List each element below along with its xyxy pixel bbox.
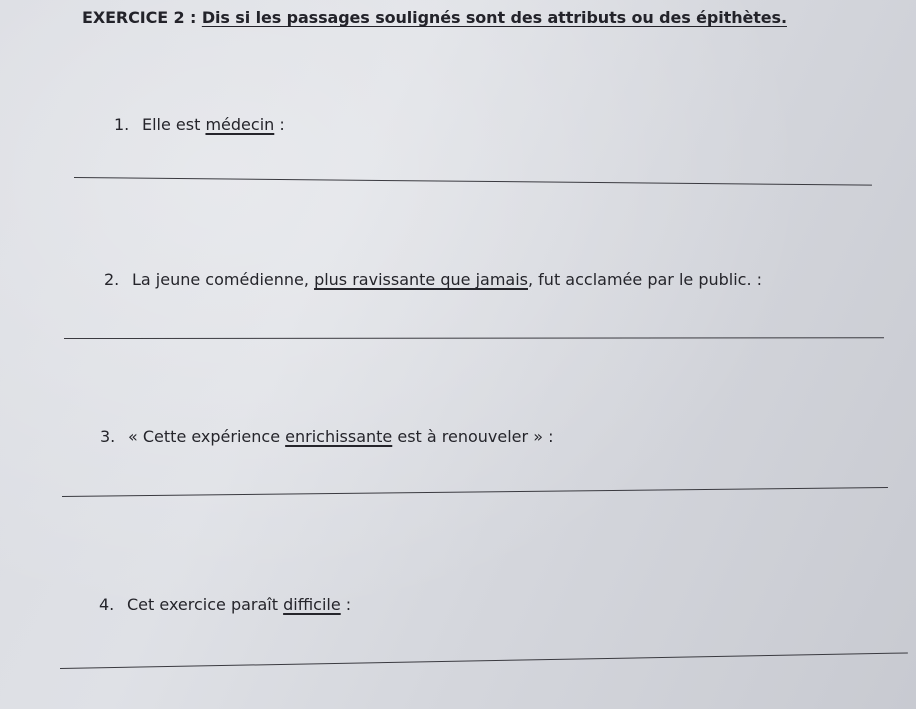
question-4 — [99, 595, 351, 614]
question-text: Cet exercice paraît — [127, 595, 284, 614]
question-text: , fut acclamée par le public. : — [528, 270, 763, 289]
question-3 — [100, 427, 553, 446]
underlined-passage: plus ravissante que jamais — [314, 270, 528, 289]
exercise-title — [82, 8, 787, 27]
answer-line-4[interactable] — [60, 652, 908, 669]
underlined-passage: enrichissante — [285, 427, 393, 446]
question-text: La jeune comédienne, — [132, 270, 315, 289]
question-text: : — [340, 595, 352, 614]
answer-line-2[interactable] — [64, 337, 884, 339]
question-text: Elle est — [142, 115, 206, 134]
exercise-number: EXERCICE 2 : — [82, 8, 202, 27]
question-2 — [104, 270, 762, 289]
question-number: 4. — [99, 595, 115, 614]
answer-line-3[interactable] — [62, 487, 888, 497]
question-text: « Cette expérience — [128, 427, 286, 446]
question-1 — [114, 115, 285, 134]
question-number: 3. — [100, 427, 116, 446]
question-text: est à renouveler » : — [392, 427, 554, 446]
question-text: : — [274, 115, 285, 134]
exercise-instructions: Dis si les passages soulignés sont des attributs ou des épithètes. — [201, 8, 787, 27]
question-number: 1. — [114, 115, 130, 134]
answer-line-1[interactable] — [74, 177, 872, 186]
underlined-passage: difficile — [283, 595, 341, 614]
question-number: 2. — [104, 270, 120, 289]
underlined-passage: médecin — [205, 115, 275, 134]
